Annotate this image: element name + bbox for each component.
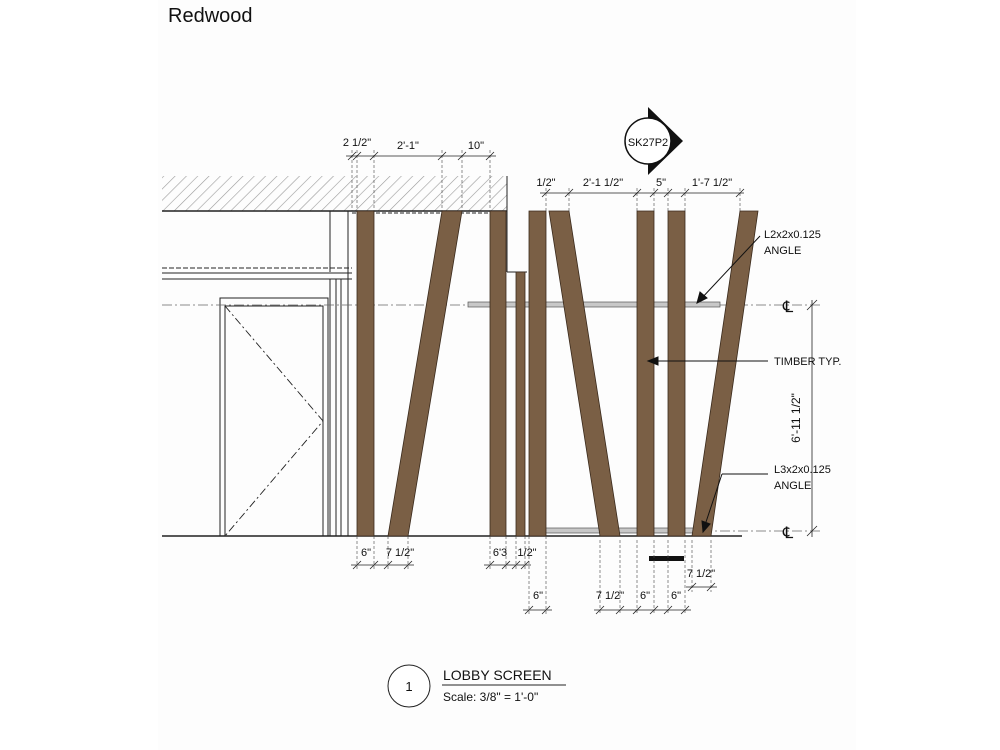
timber-1 — [357, 211, 374, 536]
drawing-label — [388, 665, 566, 707]
dim-bottom-row1 — [351, 561, 531, 569]
wall-outline — [162, 176, 527, 536]
callout-angle-top-2: ANGLE — [764, 245, 802, 257]
timber-5 — [529, 211, 546, 536]
dim-6-c: 6" — [639, 590, 651, 602]
timber-9 — [692, 211, 758, 536]
dim-6-d: 6" — [670, 590, 682, 602]
timber-3 — [490, 211, 506, 536]
timber-members — [357, 211, 758, 536]
centerline-symbol-top: ℄ — [782, 299, 794, 316]
timber-7 — [637, 211, 654, 536]
dim-7-1-2-a: 7 1/2" — [385, 547, 415, 559]
section-marker — [625, 107, 683, 175]
drawing-name: LOBBY SCREEN — [443, 667, 552, 683]
callout-angle-bottom-1: L3x2x0.125 — [774, 464, 831, 476]
timber-6 — [549, 211, 620, 536]
dim-6-a: 6" — [360, 547, 372, 559]
callout-angle-bottom-2: ANGLE — [774, 480, 812, 492]
dim-7-1-2-c: 7 1/2" — [686, 568, 716, 580]
drawing-number: 1 — [405, 679, 413, 694]
dim-5: 5" — [655, 177, 667, 189]
timber-4 — [516, 272, 525, 536]
dim-top-row2 — [540, 189, 744, 197]
dim-2-1-1-2: 2'-1 1/2" — [582, 177, 624, 189]
dim-6-3: 6'3 — [492, 547, 508, 559]
dim-top-row1 — [346, 152, 496, 160]
centerline-symbol-bottom: ℄ — [782, 525, 794, 542]
dim-2-1: 2'-1" — [397, 140, 419, 152]
dim-1-2: 1/2" — [536, 177, 556, 189]
dim-7-1-2-b: 7 1/2" — [595, 590, 625, 602]
timber-8 — [668, 211, 685, 536]
dim-1-2-b: 1/2" — [517, 547, 537, 559]
section-marker-label: SK27P2 — [627, 137, 669, 149]
drawing-scale: Scale: 3/8" = 1'-0" — [443, 690, 539, 704]
dim-vertical — [807, 300, 817, 537]
callout-angle-top-1: L2x2x0.125 — [764, 229, 821, 241]
dim-6-b: 6" — [532, 590, 544, 602]
ceiling-hatch — [162, 176, 507, 211]
dim-2-1-2: 2 1/2" — [342, 137, 372, 149]
dim-1-7-1-2: 1'-7 1/2" — [691, 177, 733, 189]
timber-2 — [388, 211, 462, 536]
door — [220, 298, 328, 536]
dim-10: 10" — [467, 140, 485, 152]
callout-timber: TIMBER TYP. — [774, 356, 842, 368]
dim-6-11-1-2: 6'-11 1/2" — [789, 393, 803, 443]
sheet-title: Redwood — [168, 5, 253, 27]
